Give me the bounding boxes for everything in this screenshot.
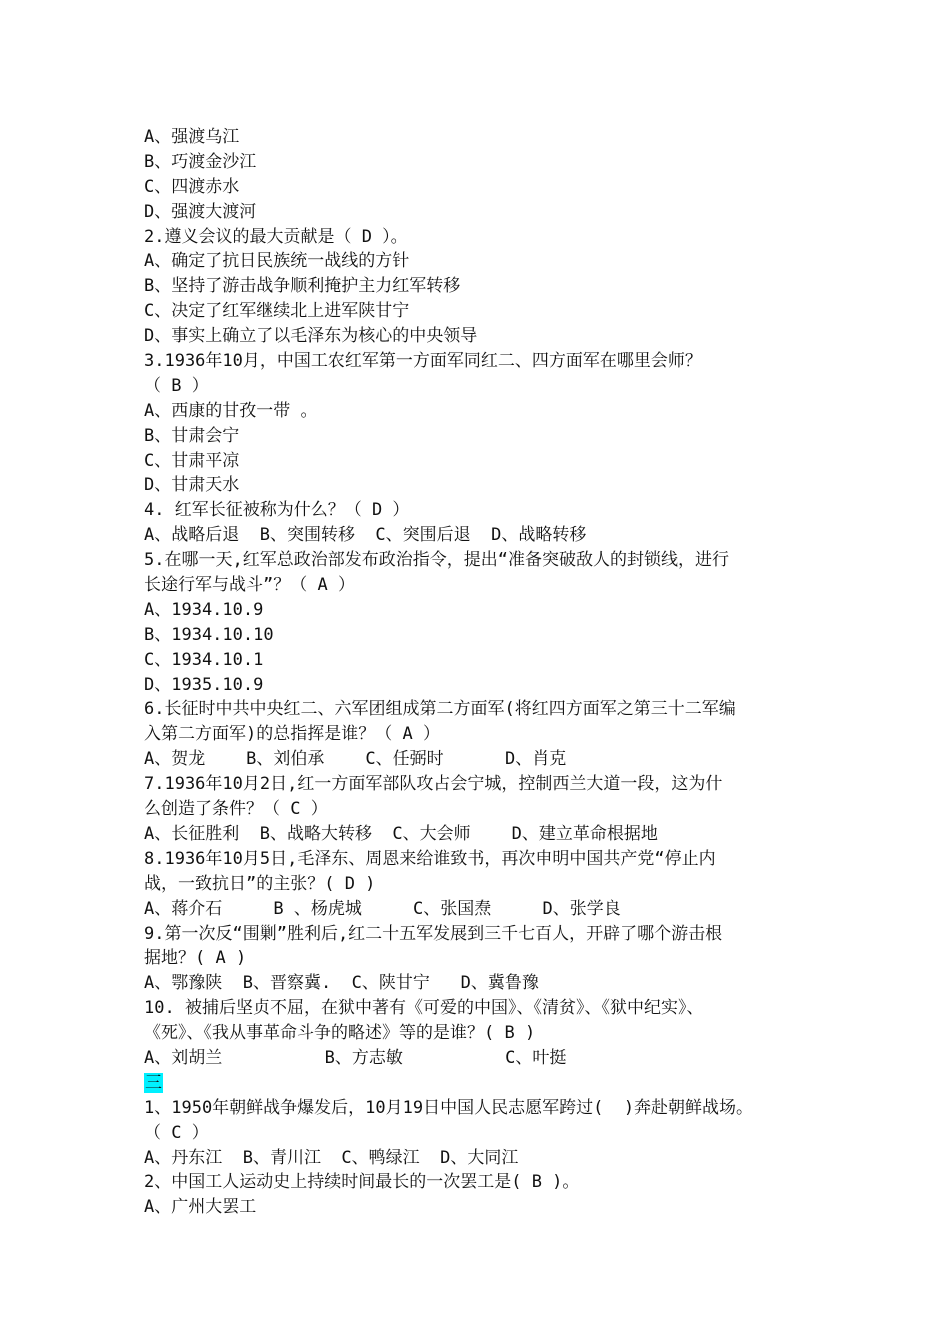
text-line: A、1934.10.9 — [144, 599, 264, 620]
document-page — [144, 125, 824, 1220]
text-line: A、蒋介石 B 、杨虎城 C、张国焘 D、张学良 — [144, 898, 621, 919]
text-line: D、事实上确立了以毛泽东为核心的中央领导 — [144, 326, 478, 347]
question-block-part-two — [144, 125, 824, 1071]
text-line: 么创造了条件？（ C ） — [144, 799, 328, 820]
text-line: D、强渡大渡河 — [144, 201, 257, 222]
text-line: 据地？( A ) — [144, 948, 247, 969]
question-block-part-three — [144, 1096, 824, 1220]
text-line: A、贺龙 B、刘伯承 C、任弼时 D、肖克 — [144, 749, 567, 770]
text-line: B、1934.10.10 — [144, 624, 274, 645]
text-line: 4. 红军长征被称为什么？（ D ） — [144, 500, 410, 521]
text-line: B、坚持了游击战争顺利掩护主力红军转移 — [144, 276, 461, 297]
text-line: B、甘肃会宁 — [144, 425, 240, 446]
text-line: 3.1936年10月，中国工农红军第一方面军同红二、四方面军在哪里会师？ — [144, 351, 702, 372]
text-line: 长途行军与战斗”？（ A ） — [144, 575, 355, 596]
text-line: 战，一致抗日”的主张？( D ) — [144, 873, 376, 894]
text-line: 7.1936年10月2日,红一方面军部队攻占会宁城，控制西兰大道一段，这为什 — [144, 774, 723, 795]
text-line: 《死》、《我从事革命斗争的略述》等的是谁？( B ) — [144, 1023, 536, 1044]
text-line: A、战略后退 B、突围转移 C、突围后退 D、战略转移 — [144, 525, 587, 546]
text-line: D、甘肃天水 — [144, 475, 240, 496]
text-line: 9.第一次反“围剿”胜利后,红二十五军发展到三千七百人，开辟了哪个游击根 — [144, 923, 723, 944]
text-line: C、1934.10.1 — [144, 649, 264, 670]
text-line: 8.1936年10月5日,毛泽东、周恩来给谁致书，再次申明中国共产党“停止内 — [144, 848, 716, 869]
text-line: 入第二方面军)的总指挥是谁？（ A ） — [144, 724, 440, 745]
text-line: A、长征胜利 B、战略大转移 C、大会师 D、建立革命根据地 — [144, 823, 658, 844]
text-line: 5.在哪一天,红军总政治部发布政治指令，提出“准备突破敌人的封锁线，进行 — [144, 550, 729, 571]
text-line: A、鄂豫陕 B、晋察冀. C、陕甘宁 D、冀鲁豫 — [144, 973, 539, 994]
text-line: A、西康的甘孜一带 。 — [144, 400, 318, 421]
text-line: 6.长征时中共中央红二、六军团组成第二方面军(将红四方面军之第三十二军编 — [144, 699, 736, 720]
text-line: 2、中国工人运动史上持续时间最长的一次罢工是( B )。 — [144, 1172, 580, 1193]
text-line: C、四渡赤水 — [144, 176, 240, 197]
text-line: D、1935.10.9 — [144, 674, 264, 695]
text-line: A、确定了抗日民族统一战线的方针 — [144, 251, 410, 272]
text-line: 10. 被捕后坚贞不屈，在狱中著有《可爱的中国》、《清贫》、《狱中纪实》、 — [144, 998, 704, 1019]
text-line: 1、1950年朝鲜战争爆发后，10月19日中国人民志愿军跨过( )奔赴朝鲜战场。 — [144, 1097, 754, 1118]
text-line: （ B ） — [144, 375, 209, 396]
text-line: C、决定了红军继续北上进军陕甘宁 — [144, 301, 410, 322]
text-line: A、强渡乌江 — [144, 127, 240, 147]
text-line: （ C ） — [144, 1122, 209, 1143]
text-line: A、刘胡兰 B、方志敏 C、叶挺 — [144, 1047, 567, 1068]
text-line: B、巧渡金沙江 — [144, 151, 257, 172]
section-marker: 三 — [145, 1072, 162, 1093]
text-line: 2.遵义会议的最大贡献是（ D ）。 — [144, 226, 408, 247]
text-line: A、丹东江 B、青川江 C、鸭绿江 D、大同江 — [144, 1147, 519, 1168]
text-line: C、甘肃平凉 — [144, 450, 240, 471]
section-heading — [144, 1071, 824, 1096]
text-line: A、广州大罢工 — [144, 1197, 257, 1218]
